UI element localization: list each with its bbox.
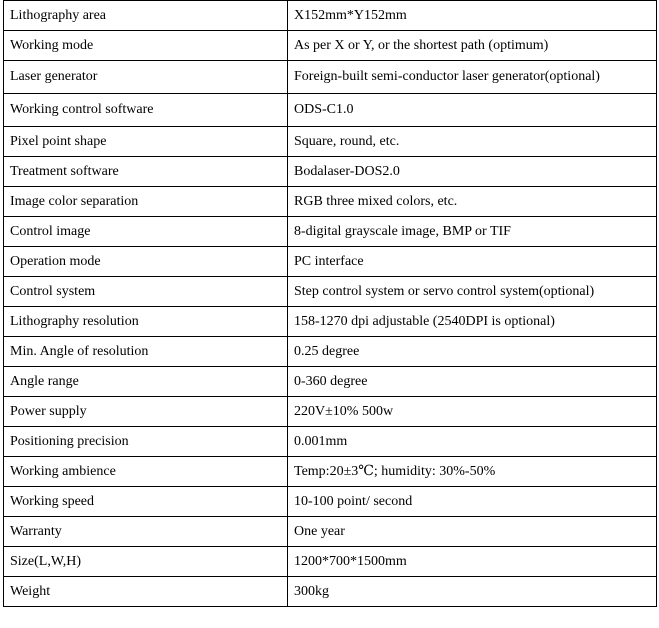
spec-label: Working speed xyxy=(4,487,288,517)
spec-label: Angle range xyxy=(4,367,288,397)
spec-value: 300kg xyxy=(288,577,657,607)
spec-label: Size(L,W,H) xyxy=(4,547,288,577)
spec-value: X152mm*Y152mm xyxy=(288,1,657,31)
spec-label: Treatment software xyxy=(4,157,288,187)
spec-label: Lithography resolution xyxy=(4,307,288,337)
spec-label: Image color separation xyxy=(4,187,288,217)
spec-value: PC interface xyxy=(288,247,657,277)
spec-label: Weight xyxy=(4,577,288,607)
spec-value: 158-1270 dpi adjustable (2540DPI is optional) xyxy=(288,307,657,337)
spec-value: 0.001mm xyxy=(288,427,657,457)
spec-label: Working ambience xyxy=(4,457,288,487)
spec-value: ODS-C1.0 xyxy=(288,94,657,127)
table-row xyxy=(4,187,657,217)
table-row xyxy=(4,277,657,307)
table-row xyxy=(4,94,657,127)
table-row xyxy=(4,517,657,547)
spec-value: 8-digital grayscale image, BMP or TIF xyxy=(288,217,657,247)
table-row xyxy=(4,577,657,607)
table-row xyxy=(4,157,657,187)
spec-value: 0.25 degree xyxy=(288,337,657,367)
table-row xyxy=(4,307,657,337)
spec-value: Step control system or servo control system(optional) xyxy=(288,277,657,307)
spec-label: Lithography area xyxy=(4,1,288,31)
spec-label: Working control software xyxy=(4,94,288,127)
spec-value: 10-100 point/ second xyxy=(288,487,657,517)
spec-label: Pixel point shape xyxy=(4,127,288,157)
spec-value: RGB three mixed colors, etc. xyxy=(288,187,657,217)
table-row xyxy=(4,337,657,367)
table-row xyxy=(4,547,657,577)
spec-value: 0-360 degree xyxy=(288,367,657,397)
spec-label: Min. Angle of resolution xyxy=(4,337,288,367)
table-row xyxy=(4,127,657,157)
table-row xyxy=(4,1,657,31)
spec-table xyxy=(3,0,657,607)
table-row xyxy=(4,217,657,247)
spec-label: Power supply xyxy=(4,397,288,427)
table-row xyxy=(4,367,657,397)
spec-label: Control image xyxy=(4,217,288,247)
table-row xyxy=(4,61,657,94)
table-row xyxy=(4,397,657,427)
spec-value: 220V±10% 500w xyxy=(288,397,657,427)
spec-label: Laser generator xyxy=(4,61,288,94)
table-row xyxy=(4,487,657,517)
spec-value: As per X or Y, or the shortest path (optimum) xyxy=(288,31,657,61)
spec-label: Warranty xyxy=(4,517,288,547)
spec-label: Positioning precision xyxy=(4,427,288,457)
spec-value: 1200*700*1500mm xyxy=(288,547,657,577)
spec-label: Control system xyxy=(4,277,288,307)
spec-value: One year xyxy=(288,517,657,547)
spec-value: Foreign-built semi-conductor laser generator(optional) xyxy=(288,61,657,94)
spec-value: Square, round, etc. xyxy=(288,127,657,157)
table-row xyxy=(4,31,657,61)
spec-label: Operation mode xyxy=(4,247,288,277)
table-row xyxy=(4,427,657,457)
table-row xyxy=(4,457,657,487)
spec-value: Bodalaser-DOS2.0 xyxy=(288,157,657,187)
spec-value: Temp:20±3℃; humidity: 30%-50% xyxy=(288,457,657,487)
table-row xyxy=(4,247,657,277)
spec-label: Working mode xyxy=(4,31,288,61)
